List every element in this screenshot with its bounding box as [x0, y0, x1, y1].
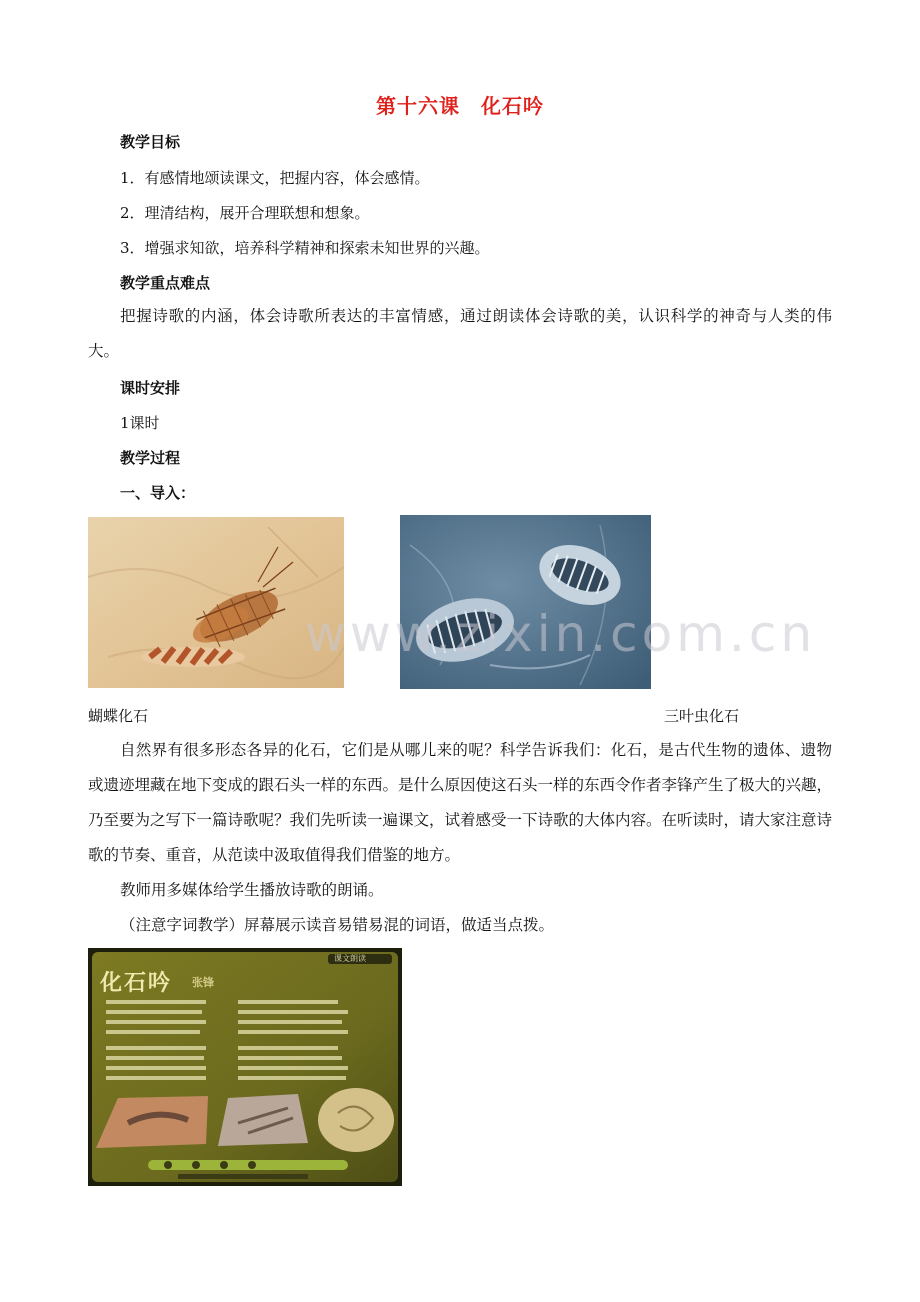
schedule-heading: 课时安排	[120, 379, 181, 397]
watermark: www.zixin.com.cn	[305, 605, 817, 663]
goal-item-2: 2．理清结构，展开合理联想和想象。	[120, 204, 370, 222]
focus-heading: 教学重点难点	[120, 274, 211, 292]
intro-paragraph: 自然界有很多形态各异的化石，它们是从哪儿来的呢？科学告诉我们：化石，是古代生物的遗体、遗物或遗迹埋藏在地下变成的跟石头一样的东西。是什么原因使这石头一样的东西令作者李锋产生了极大的兴趣，乃至要为之写下一篇诗歌呢？我们先听读一遍课文，试着感受一下诗歌的大体内容。在听读时，请大家注意诗歌的节奏、重音，从范读中汲取值得我们借鉴的地方。	[88, 741, 833, 864]
page-title: 第十六课 化石吟	[376, 94, 544, 118]
goal-item-1: 1．有感情地颂读课文，把握内容，体会感情。	[120, 169, 430, 187]
butterfly-caption: 蝴蝶化石	[88, 707, 149, 725]
note-paragraph: （注意字词教学）屏幕展示读音易错易混的词语，做适当点拨。	[120, 916, 555, 934]
slide-tag: 课文朗读	[334, 954, 366, 963]
slide-title: 化石吟	[100, 971, 173, 996]
trilobite-caption: 三叶虫化石	[664, 707, 740, 725]
teacher-paragraph: 教师用多媒体给学生播放诗歌的朗诵。	[120, 881, 384, 899]
intro-heading: 一、导入：	[120, 484, 196, 502]
goal-item-3: 3．增强求知欲，培养科学精神和探索未知世界的兴趣。	[120, 239, 490, 257]
goals-heading: 教学目标	[120, 133, 181, 151]
focus-paragraph: 把握诗歌的内涵，体会诗歌所表达的丰富情感，通过朗读体会诗歌的美，认识科学的神奇与人类的伟大。	[88, 307, 832, 360]
lesson-slide-image	[88, 948, 402, 1186]
process-heading: 教学过程	[120, 449, 181, 467]
schedule-text: 1课时	[120, 414, 160, 432]
slide-author: 张锋	[192, 976, 214, 989]
